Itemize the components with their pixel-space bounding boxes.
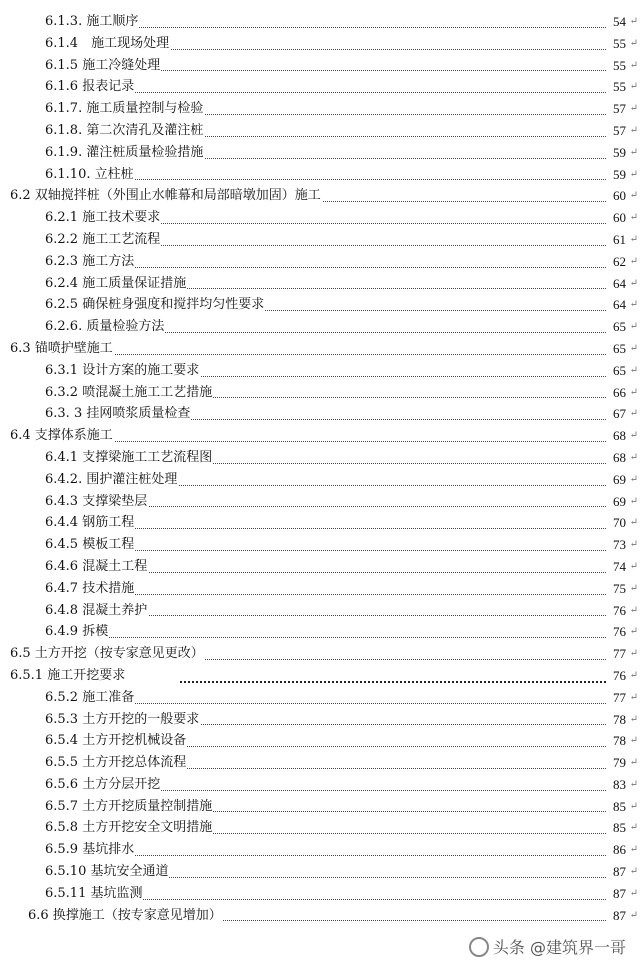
paragraph-mark-icon: ↵	[629, 735, 638, 747]
toc-entry-page: 68	[606, 425, 626, 447]
toc-entry-page: 76	[606, 665, 626, 687]
toc-entry-page: 69	[606, 491, 626, 513]
paragraph-mark-icon: ↵	[629, 16, 638, 27]
paragraph-mark-icon: ↵	[629, 757, 638, 769]
toc-entry-page: 70	[606, 512, 626, 534]
toc-entry-title: 6.5.9 基坑排水	[45, 839, 135, 861]
paragraph-mark-icon: ↵	[629, 342, 638, 354]
toc-entry-title: 6.2 双轴搅拌桩（外围止水帷幕和局部暗墩加固）施工	[10, 185, 322, 207]
paragraph-mark-icon: ↵	[629, 822, 638, 834]
paragraph-mark-icon: ↵	[629, 713, 638, 725]
toc-entry-page: 59	[606, 142, 626, 164]
toc-entry-title: 6.5.2 施工准备	[45, 687, 135, 709]
toc-entry-title: 6.4.6 混凝土工程	[45, 556, 148, 578]
toc-entry-title: 6.2.3 施工方法	[45, 251, 135, 273]
watermark	[465, 933, 630, 960]
toc-entry-page: 66	[606, 382, 626, 404]
toc-entry-title: 6.2.6. 质量检验方法	[45, 316, 165, 338]
paragraph-mark-icon: ↵	[629, 539, 638, 551]
toc-entry-title: 6.4.7 技术措施	[45, 578, 135, 600]
toc-entry-page: 69	[606, 469, 626, 491]
paragraph-mark-icon: ↵	[629, 255, 638, 267]
toc-entry-title: 6.1.6 报表记录	[45, 76, 135, 98]
paragraph-mark-icon: ↵	[629, 168, 638, 180]
toc-entry-page: 85	[606, 817, 626, 839]
toc-entry-page: 57	[606, 120, 626, 142]
toc-entry-title: 6.4 支撑体系施工	[10, 425, 114, 447]
paragraph-mark-icon: ↵	[629, 299, 638, 311]
toc-entry-title: 6.1.8. 第二次清孔及灌注桩	[45, 120, 204, 142]
toc-entry-title: 6.5.4 土方开挖机械设备	[45, 730, 187, 752]
paragraph-mark-icon: ↵	[629, 451, 638, 463]
paragraph-mark-icon: ↵	[629, 909, 638, 921]
toc-entry-title: 6.6 换撑施工（按专家意见增加）	[28, 905, 223, 927]
toc-entry-page: 61	[606, 229, 626, 251]
toc-entry-title: 6.4.9 拆模	[45, 621, 109, 643]
toc-entry-title: 6.1.5 施工冷缝处理	[45, 55, 161, 77]
toc-entry-title: 6.5.7 土方开挖质量控制措施	[45, 796, 213, 818]
paragraph-mark-icon: ↵	[629, 386, 638, 398]
paragraph-mark-icon: ↵	[629, 321, 638, 333]
paragraph-mark-icon: ↵	[629, 103, 638, 115]
paragraph-mark-icon: ↵	[629, 190, 638, 202]
paragraph-mark-icon: ↵	[629, 517, 638, 529]
toc-entry-page: 87	[606, 861, 626, 883]
toc-entry-page: 78	[606, 730, 626, 752]
paragraph-mark-icon: ↵	[629, 626, 638, 638]
toc-entry-page: 77	[606, 687, 626, 709]
toc-entry-page: 87	[606, 905, 626, 927]
paragraph-mark-icon: ↵	[629, 778, 638, 790]
paragraph-mark-icon: ↵	[629, 800, 638, 812]
toc-entry-title: 6.2.4 施工质量保证措施	[45, 273, 187, 295]
paragraph-mark-icon: ↵	[629, 691, 638, 703]
dot-leader	[45, 615, 610, 638]
toc-entry-title: 6.4.4 钢筋工程	[45, 512, 135, 534]
paragraph-mark-icon: ↵	[629, 146, 638, 158]
paragraph-mark-icon: ↵	[629, 669, 638, 681]
toc-entry-page: 60	[606, 185, 626, 207]
toc-entry-page: 77	[606, 643, 626, 665]
toc-entry-title: 6.3 锚喷护壁施工	[10, 338, 114, 360]
toc-entry-title: 6.5.8 土方开挖安全文明措施	[45, 817, 213, 839]
toc-entry-title: 6.4.2. 围护灌注桩处理	[45, 469, 178, 491]
paragraph-mark-icon: ↵	[629, 408, 638, 420]
toc-entry-title: 6.5.3 土方开挖的一般要求	[45, 709, 200, 731]
toc-entry-page: 65	[606, 360, 626, 382]
paragraph-mark-icon: ↵	[629, 212, 638, 224]
toc-entry-page: 65	[606, 338, 626, 360]
toc-entry-page: 78	[606, 709, 626, 731]
toc-entry-title: 6.1.10. 立柱桩	[45, 164, 135, 186]
toc-entry-page: 85	[606, 796, 626, 818]
toc-entry-title: 6.5.11 基坑监测	[45, 883, 143, 905]
toc-entry-title: 6.1.3. 施工顺序	[45, 11, 139, 33]
toc-entry-page: 55	[606, 76, 626, 98]
toc-entry-page: 57	[606, 98, 626, 120]
toc-entry-title: 6.4.5 模板工程	[45, 534, 135, 556]
toc-entry-title: 6.1.9. 灌注桩质量检验措施	[45, 142, 204, 164]
toc-entry-page: 64	[606, 273, 626, 295]
toc-entry-page: 83	[606, 774, 626, 796]
toc-entry-title: 6.5.1 施工开挖要求	[10, 665, 126, 687]
paragraph-mark-icon: ↵	[629, 473, 638, 485]
paragraph-mark-icon: ↵	[629, 364, 638, 376]
paragraph-mark-icon: ↵	[629, 582, 638, 594]
paragraph-mark-icon: ↵	[629, 430, 638, 442]
toc-entry-page: 60	[606, 207, 626, 229]
toc-entry-title: 6.5 土方开挖（按专家意见更改）	[10, 643, 205, 665]
toc-entry-title: 6.4.1 支撑梁施工工艺流程图	[45, 447, 213, 469]
paragraph-mark-icon: ↵	[629, 233, 638, 245]
toc-entry-title: 6.2.1 施工技术要求	[45, 207, 161, 229]
toc-entry-title: 6.3. 3 挂网喷浆质量检查	[45, 403, 191, 425]
paragraph-mark-icon: ↵	[629, 124, 638, 136]
toc-entry-page: 75	[606, 578, 626, 600]
paragraph-mark-icon: ↵	[629, 560, 638, 572]
toc-entry-page: 74	[606, 556, 626, 578]
toc-entry-title: 6.3.2 喷混凝土施工工艺措施	[45, 382, 213, 404]
paragraph-mark-icon: ↵	[629, 59, 638, 71]
toc-entry-page: 55	[606, 55, 626, 77]
paragraph-mark-icon: ↵	[629, 277, 638, 289]
toc-entry-title: 6.5.10 基坑安全通道	[45, 861, 169, 883]
paragraph-mark-icon: ↵	[629, 887, 638, 899]
toc-entry-page: 54	[606, 11, 626, 33]
toc-entry-page: 59	[606, 164, 626, 186]
table-of-contents	[0, 11, 640, 926]
toc-entry-page: 76	[606, 621, 626, 643]
toc-entry-page: 87	[606, 883, 626, 905]
paragraph-mark-icon: ↵	[629, 81, 638, 93]
paragraph-mark-icon: ↵	[629, 866, 638, 878]
toc-entry[interactable]	[0, 905, 640, 927]
toc-entry-page: 68	[606, 447, 626, 469]
toutiao-logo-icon	[469, 937, 489, 957]
toc-entry-title: 6.2.5 确保桩身强度和搅拌均匀性要求	[45, 294, 265, 316]
paragraph-mark-icon: ↵	[629, 648, 638, 660]
toc-entry-page: 55	[606, 33, 626, 55]
toc-entry-page: 62	[606, 251, 626, 273]
toc-entry-title: 6.2.2 施工工艺流程	[45, 229, 161, 251]
toc-entry-page: 64	[606, 294, 626, 316]
paragraph-mark-icon: ↵	[629, 495, 638, 507]
toc-entry-page: 67	[606, 403, 626, 425]
paragraph-mark-icon: ↵	[629, 37, 638, 49]
toc-entry-page: 76	[606, 600, 626, 622]
toc-entry-title: 6.1.7. 施工质量控制与检验	[45, 98, 204, 120]
toc-entry-page: 65	[606, 316, 626, 338]
toc-entry-title: 6.5.6 土方分层开挖	[45, 774, 161, 796]
toc-entry-page: 73	[606, 534, 626, 556]
paragraph-mark-icon: ↵	[629, 844, 638, 856]
toc-entry-title: 6.4.8 混凝土养护	[45, 600, 148, 622]
toc-entry-title: 6.3.1 设计方案的施工要求	[45, 360, 200, 382]
toc-entry-page: 86	[606, 839, 626, 861]
watermark-text: 头条 @建筑界一哥	[492, 938, 626, 957]
toc-entry-page: 79	[606, 752, 626, 774]
toc-entry-title: 6.1.4 施工现场处理	[45, 33, 170, 55]
paragraph-mark-icon: ↵	[629, 604, 638, 616]
toc-entry-title: 6.5.5 土方开挖总体流程	[45, 752, 187, 774]
toc-entry-title: 6.4.3 支撑梁垫层	[45, 491, 148, 513]
dot-leader	[180, 659, 610, 683]
